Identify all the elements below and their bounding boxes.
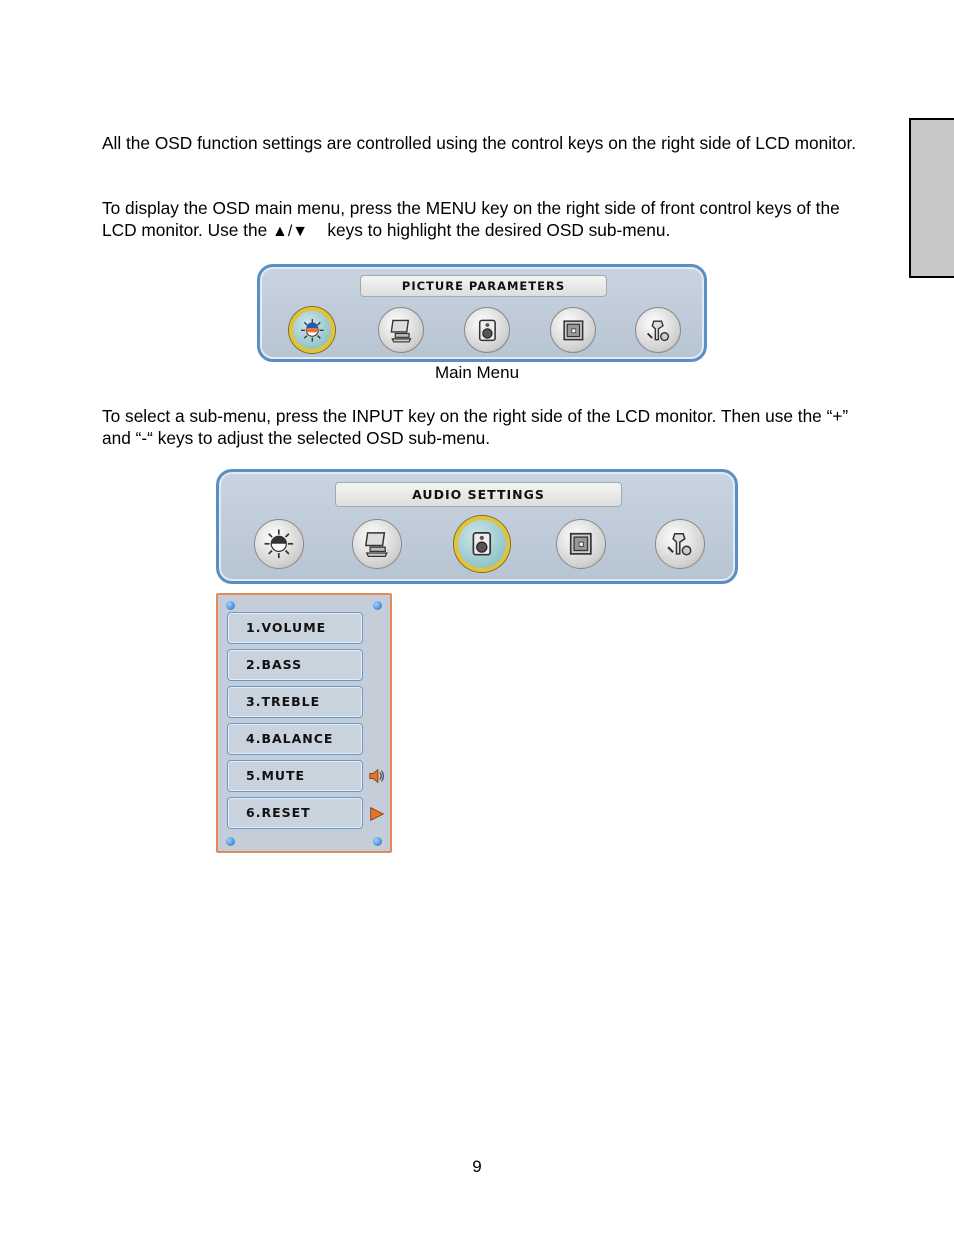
corner-dot-icon [373,837,382,846]
osd-audio-menu-title: AUDIO SETTINGS [335,482,622,507]
tools-icon[interactable] [655,519,705,569]
corner-dot-icon [226,837,235,846]
menu-instructions-paragraph [102,197,862,243]
menu-item-bass[interactable]: 2.BASS [227,649,363,681]
osd-main-menu [257,264,707,362]
menu-instructions-text-end: keys to highlight the desired OSD sub-menu. [308,220,671,240]
menu-instructions-text: To display the OSD main menu, press the MENU key on the right side of front control keys of the LCD monitor. Use the [102,198,840,240]
menu-item-volume[interactable]: 1.VOLUME [227,612,363,644]
osd-audio-menu [216,469,738,584]
tools-icon[interactable] [635,307,681,353]
menu-item-reset[interactable]: 6.RESET [227,797,363,829]
main-menu-caption: Main Menu [434,363,520,382]
menu-item-balance[interactable]: 4.BALANCE [227,723,363,755]
audio-submenu [216,593,392,853]
monitor-icon[interactable] [378,307,424,353]
intro-paragraph: All the OSD function settings are controlled using the control keys on the right side of LCD monitor. [102,133,857,153]
up-down-arrows-icon: ▲/▼ [272,223,309,240]
brightness-icon[interactable] [289,307,335,353]
speaker-icon[interactable] [464,307,510,353]
corner-dot-icon [226,601,235,610]
menu-item-treble[interactable]: 3.TREBLE [227,686,363,718]
side-thumb-tab [909,118,954,278]
play-arrow-icon [368,805,386,823]
osd-main-menu-title: PICTURE PARAMETERS [360,275,607,297]
page-number: 9 [472,1157,482,1176]
display-icon[interactable] [556,519,606,569]
menu-item-mute[interactable]: 5.MUTE [227,760,363,792]
speaker-icon[interactable] [454,516,510,572]
corner-dot-icon [373,601,382,610]
brightness-icon[interactable] [254,519,304,569]
speaker-sound-icon [368,767,386,785]
monitor-icon[interactable] [352,519,402,569]
submenu-instructions-paragraph: To select a sub-menu, press the INPUT key on the right side of the LCD monitor. Then use the “+” and “-“ keys to adjust the selected OSD sub-menu. [102,406,849,448]
display-icon[interactable] [550,307,596,353]
